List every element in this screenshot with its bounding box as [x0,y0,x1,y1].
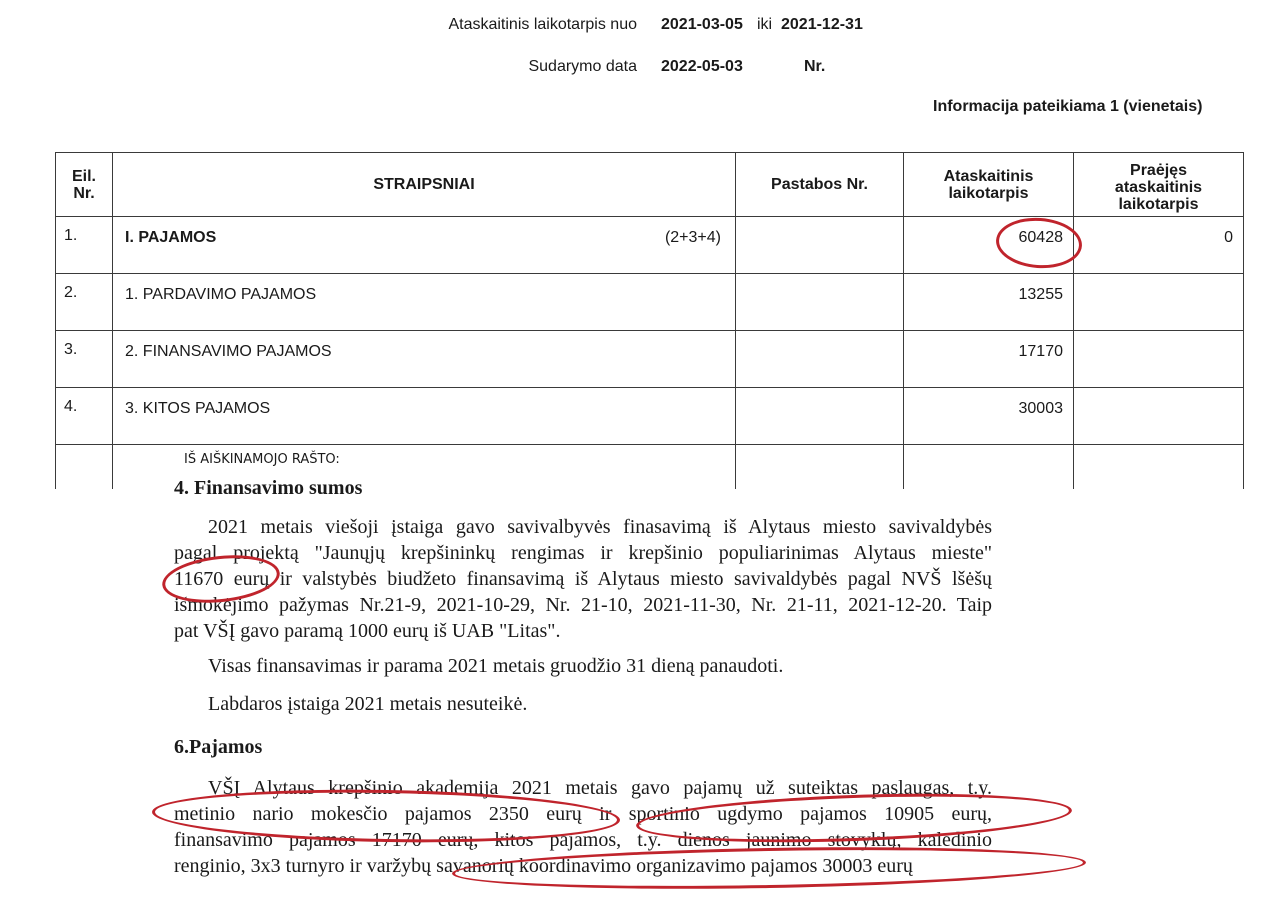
table-row [56,331,1244,388]
row-notes [736,217,904,274]
row-previous [1074,388,1244,445]
row-previous [1074,274,1244,331]
date-label: Sudarymo data [528,58,637,75]
col-header-eil-nr: Eil. Nr. [56,153,113,217]
section-6-paragraph: VŠĮ Alytaus krepšinio akademija 2021 metais gavo pajamų už suteiktas paslaugas, t.y. metinio nario mokesčio pajamos 2350 eurų ir sportinio ugdymo pajamos 10905 eurų, finansavimo pajamos 17170 eurų, kitos pajamos, t.y. dienos jaunimo stovyklų, kalėdinio renginio, 3x3 turnyro ir varžybų savanorių koordinavimo organizavimo pajamos 30003 eurų [174,777,992,877]
section-6-title: 6.Pajamos [174,736,263,758]
section-4-charity: Labdaros įstaiga 2021 metais nesuteikė. [208,693,528,715]
col-header-current-period: Ataskaitinis laikotarpis [904,153,1074,217]
row-current: 17170 [904,331,1074,388]
row-item: 2. FINANSAVIMO PAJAMOS [113,331,736,388]
row-item: 3. KITOS PAJAMOS [113,388,736,445]
row-previous: 0 [1074,217,1244,274]
table-row [56,388,1244,445]
col-header-previous-period: Praėjęs ataskaitinis laikotarpis [1074,153,1244,217]
date-value: 2022-05-03 [661,58,743,75]
row-number: 2. [56,274,113,331]
units-info: Informacija pateikiama 1 (vienetais) [933,98,1203,115]
row-formula: (2+3+4) [664,229,721,246]
row-notes [736,274,904,331]
section-4-title: 4. Finansavimo sumos [174,477,363,499]
row-notes [736,388,904,445]
income-table [55,152,1244,489]
row-number: 3. [56,331,113,388]
period-from: 2021-03-05 [661,16,743,33]
row-previous [1074,331,1244,388]
row-item [113,217,736,274]
explanatory-heading: IŠ AIŠKINAMOJO RAŠTO: [184,452,340,467]
row-item: 1. PARDAVIMO PAJAMOS [113,274,736,331]
table-header-row [56,153,1244,217]
row-item-label: I. PAJAMOS [125,229,217,246]
period-to: 2021-12-31 [781,16,863,33]
row-current: 13255 [904,274,1074,331]
row-number: 4. [56,388,113,445]
row-number: 1. [56,217,113,274]
section-4-funding-used: Visas finansavimas ir parama 2021 metais gruodžio 31 dieną panaudoti. [208,655,784,677]
col-header-notes: Pastabos Nr. [736,153,904,217]
table-row [56,274,1244,331]
row-notes [736,331,904,388]
table-row [56,217,1244,274]
col-header-items: STRAIPSNIAI [113,153,736,217]
period-separator: iki [757,16,773,33]
row-current: 30003 [904,388,1074,445]
number-label: Nr. [804,58,826,75]
section-4-paragraph: 2021 metais viešoji įstaiga gavo savivalbyvės finasavimą iš Alytaus miesto savivaldybės pagal projektą "Jaunųjų krepšininkų rengimas ir krepšinio populiarinimas Alytaus mieste" 11670 eurų ir valstybės biudžeto finansavimą iš Alytaus miesto savivaldybės pagal NVŠ lšėšų išmokėjimo pažymas Nr.21-9, 2021-10-29, Nr. 21-10, 2021-11-30, Nr. 21-11, 2021-12-20. Taip pat VŠĮ gavo paramą 1000 eurų iš UAB "Litas". [174,516,992,642]
row-current: 60428 [904,217,1074,274]
period-label: Ataskaitinis laikotarpis nuo [448,16,637,33]
